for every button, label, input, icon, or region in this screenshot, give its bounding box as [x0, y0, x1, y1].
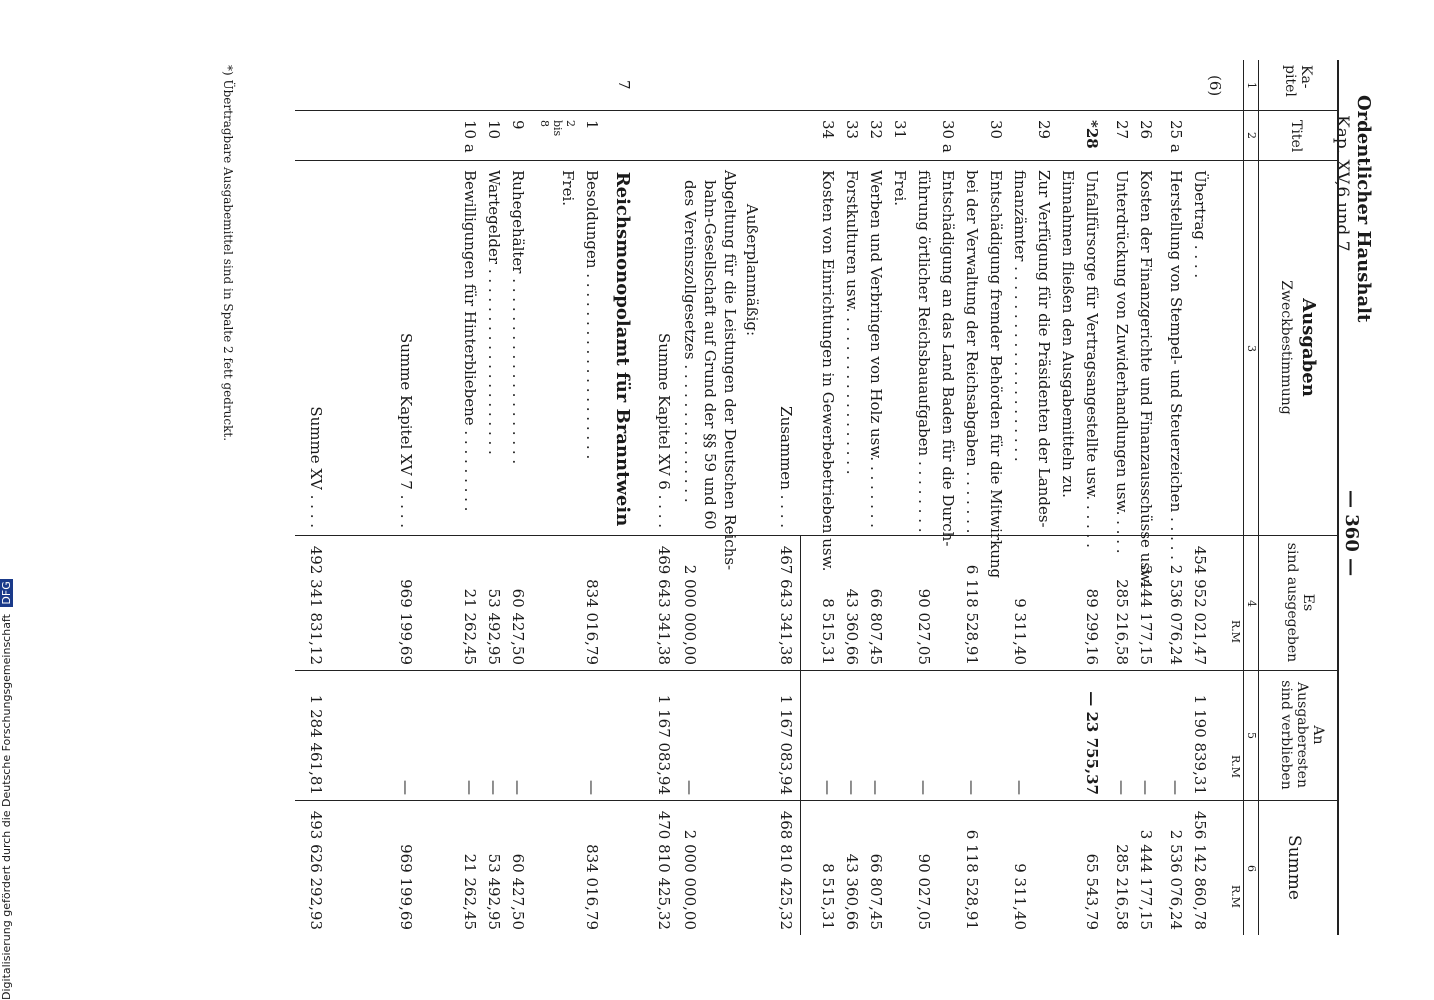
row-ausgegeben: 9 311,40: [1011, 598, 1029, 665]
row7-ausgegeben: 60 427,50: [509, 588, 527, 665]
row-verblieben: —: [1113, 780, 1131, 795]
row-verblieben: — 23 755,37: [1083, 691, 1101, 795]
row-text: Forstkulturen usw. . . . . . . . . . . . . . . . . .: [843, 170, 861, 475]
kapitel-7-title: Reichsmonopolamt für Branntwein: [612, 171, 633, 527]
row-text: Übertrag . . . .: [1191, 170, 1209, 279]
row7-text: Bewilligungen für Hinterbliebene . . . . . . . . .: [461, 170, 479, 512]
row-ausgegeben: 3 444 177,15: [1137, 564, 1155, 665]
row7-text: Frei.: [559, 170, 577, 207]
row7-verblieben: —: [583, 780, 601, 795]
row-summe: 66 807,45: [867, 853, 885, 930]
row-titel: 26: [1137, 120, 1155, 140]
summe-xv-ausgegeben: 492 341 831,12: [307, 545, 325, 665]
ausser-line-3: des Vereinszollgesetzes . . . . . . . . . . . . . . .: [681, 180, 699, 503]
col-summe: Summe: [1284, 835, 1304, 900]
header-title: Ordentlicher Haushalt: [1353, 95, 1374, 323]
row-text: Entschädigung an das Land Baden für die Durch-: [939, 170, 957, 547]
col-divider-4: [295, 670, 1339, 671]
row7-verblieben: —: [509, 780, 527, 795]
kapitel-6-label: (6): [1206, 75, 1224, 97]
row7-summe: 834 016,79: [583, 844, 601, 930]
row7-text: Besoldungen . . . . . . . . . . . . . . . . . . . .: [583, 170, 601, 460]
row-text: finanzämter . . . . . . . . . . . . . . . . . . . . .: [1011, 170, 1029, 462]
colnum-4: 4: [1245, 600, 1258, 607]
row-ausgegeben: 66 807,45: [867, 588, 885, 665]
row-text: führung örtlicher Reichsbauaufgaben . . . . . . . .: [915, 170, 933, 533]
row-summe: 6 118 528,91: [963, 829, 981, 930]
ausser-heading: Außerplanmäßig:: [743, 203, 761, 337]
ausser-line-1: Abgeltung für die Leistungen der Deutschen Reichs-: [721, 170, 739, 571]
summe-xv-label: Summe XV . . . .: [307, 406, 325, 528]
row-titel: 31: [891, 120, 909, 140]
row-text: Einnahmen fließen den Ausgabemitteln zu.: [1059, 170, 1077, 498]
row-titel: 34: [819, 120, 837, 140]
row-ausgegeben: 285 216,58: [1113, 579, 1131, 665]
row-verblieben: —: [867, 780, 885, 795]
row-titel: 33: [843, 120, 861, 140]
row-summe: 43 360,66: [843, 853, 861, 930]
row-summe: 2 536 076,24: [1167, 829, 1185, 930]
summe-kap6-label: Summe Kapitel XV 6 . . . .: [655, 332, 673, 528]
row7-summe: 21 262,45: [461, 853, 479, 930]
row-verblieben: 1 190 839,31: [1191, 694, 1209, 795]
row7-verblieben: —: [461, 780, 479, 795]
unit-rm-5: R.M: [1229, 755, 1242, 779]
footnote: *) Übertragbare Ausgabemittel sind in Spalte 2 fett gedruckt.: [221, 65, 235, 442]
row7-ausgegeben: 21 262,45: [461, 588, 479, 665]
summe-kap7-verblieben: —: [397, 780, 415, 795]
col-divider-5: [295, 800, 1339, 801]
ausser-summe: 2 000 000,00: [681, 829, 699, 930]
row-titel: 32: [867, 120, 885, 140]
summe-kap6-summe: 470 810 425,32: [655, 810, 673, 930]
summe-kap6-verblieben: 1 167 083,94: [655, 694, 673, 795]
row-ausgegeben: 89 299,16: [1083, 588, 1101, 665]
row-text: Entschädigung fremder Behörden für die Mitwirkung: [987, 170, 1005, 579]
row-ausgegeben: 8 515,31: [819, 598, 837, 665]
row7-verblieben: —: [485, 780, 503, 795]
row7-titel: 10: [485, 120, 503, 140]
row-ausgegeben: 90 027,05: [915, 588, 933, 665]
row-verblieben: —: [963, 780, 981, 795]
row7-text: Wartegelder . . . . . . . . . . . . . . . . . . . .: [485, 170, 503, 455]
row-text: Kosten von Einrichtungen in Gewerbebetrieben usw.: [819, 170, 837, 572]
colnum-2: 2: [1245, 132, 1258, 139]
row7-titel: 1: [583, 120, 601, 130]
row7-titel: 2 bis 8: [538, 120, 577, 137]
colnum-1: 1: [1245, 82, 1258, 89]
row7-text: Ruhegehälter . . . . . . . . . . . . . . . . . . . .: [509, 170, 527, 465]
row-titel: 29: [1035, 120, 1053, 140]
summe-kap7-ausgegeben: 969 199,69: [397, 579, 415, 665]
zusammen-summe: 468 810 425,32: [777, 810, 795, 930]
summe-kap6-ausgegeben: 469 643 341,38: [655, 545, 673, 665]
row7-ausgegeben: 53 492,95: [485, 588, 503, 665]
row-summe: 9 311,40: [1011, 863, 1029, 930]
row-verblieben: —: [819, 780, 837, 795]
col-ausgaben: Ausgaben: [1298, 298, 1319, 397]
summe-xv-verblieben: 1 284 461,81: [307, 694, 325, 795]
row-text: Unterdrückung von Zuwiderhandlungen usw. . . . .: [1113, 170, 1131, 554]
row-verblieben: —: [1011, 780, 1029, 795]
col-ausgegeben: Es sind ausgegeben: [1284, 542, 1316, 663]
zusammen-verblieben: 1 167 083,94: [777, 694, 795, 795]
header-subtitle: Kap. XV,6 und 7: [1332, 115, 1352, 252]
row-titel: 25 a: [1167, 120, 1185, 153]
page-number: — 360 —: [1341, 490, 1362, 577]
row-text: Unfallfürsorge für Vertragsangestellte usw. . . . . .: [1083, 170, 1101, 548]
dfg-logo: DFG: [0, 581, 13, 605]
ausser-verblieben: —: [681, 780, 699, 795]
colnum-6: 6: [1245, 865, 1258, 872]
table-top-rule: [1337, 60, 1339, 935]
col-divider-2: [295, 160, 1339, 161]
row-ausgegeben: 43 360,66: [843, 588, 861, 665]
unit-rm-6: R.M: [1229, 885, 1242, 909]
col-divider-1: [295, 110, 1339, 111]
summe-kap7-summe: 969 199,69: [397, 844, 415, 930]
sidebar-credit: [0, 579, 13, 1000]
row7-summe: 60 427,50: [509, 853, 527, 930]
unit-rm-4: R.M: [1229, 620, 1242, 644]
colnum-rule: [1243, 60, 1244, 935]
colnum-3: 3: [1245, 345, 1258, 352]
row-titel: *28: [1083, 120, 1101, 149]
zusammen-label: Zusammen . . . .: [777, 406, 795, 528]
col-zweck: Zweckbestimmung: [1278, 280, 1294, 415]
row-titel: 30: [987, 120, 1005, 140]
ausser-ausgegeben: 2 000 000,00: [681, 564, 699, 665]
colnum-5: 5: [1245, 732, 1258, 739]
row7-summe: 53 492,95: [485, 853, 503, 930]
sidebar-credit-text: Digitalisierung gefördert durch die Deutsche Forschungsgemeinschaft: [0, 614, 13, 1000]
row-verblieben: —: [843, 780, 861, 795]
ausser-line-2: bahn-Gesellschaft auf Grund der §§ 59 und 60: [701, 180, 719, 530]
row-text: Werben und Verbringen von Holz usw. . . . . . . .: [867, 170, 885, 528]
row-titel: 27: [1113, 120, 1131, 140]
row-summe: 65 543,79: [1083, 853, 1101, 930]
row-text: Frei.: [891, 170, 909, 207]
row-summe: 285 216,58: [1113, 844, 1131, 930]
row-verblieben: —: [1137, 780, 1155, 795]
summe-kap7-label: Summe Kapitel XV 7 . . . .: [397, 332, 415, 528]
row7-ausgegeben: 834 016,79: [583, 579, 601, 665]
row-summe: 3 444 177,15: [1137, 829, 1155, 930]
row-verblieben: —: [1167, 780, 1185, 795]
row-summe: 456 142 860,78: [1191, 810, 1209, 930]
col-verblieben: An Ausgaberesten sind verblieben: [1278, 680, 1326, 790]
row-ausgegeben: 454 952 021,47: [1191, 545, 1209, 665]
row-text: Kosten der Finanzgerichte und Finanzausschüsse usw.: [1137, 170, 1155, 586]
row-text: Herstellung von Stempel- und Steuerzeichen . . . . .: [1167, 170, 1185, 560]
row7-titel: 10 a: [461, 120, 479, 153]
row-text: bei der Verwaltung der Reichsabgaben . . . . . . .: [963, 170, 981, 534]
row7-titel: 9: [509, 120, 527, 130]
summe-xv-summe: 493 626 292,93: [307, 810, 325, 930]
row-summe: 8 515,31: [819, 863, 837, 930]
kapitel-7-label: 7: [615, 80, 633, 90]
row-titel: 30 a: [939, 120, 957, 153]
col-titel: Titel: [1288, 120, 1304, 153]
row-verblieben: —: [915, 780, 933, 795]
row-ausgegeben: 2 536 076,24: [1167, 564, 1185, 665]
row-text: Zur Verfügung für die Präsidenten der Landes-: [1035, 170, 1053, 528]
header-bottom-rule: [1258, 60, 1259, 935]
zusammen-ausgegeben: 467 643 341,38: [777, 545, 795, 665]
col-kapitel: Ka- pitel: [1282, 65, 1314, 97]
row-summe: 90 027,05: [915, 853, 933, 930]
zusammen-rule: [800, 535, 801, 935]
row-ausgegeben: 6 118 528,91: [963, 564, 981, 665]
